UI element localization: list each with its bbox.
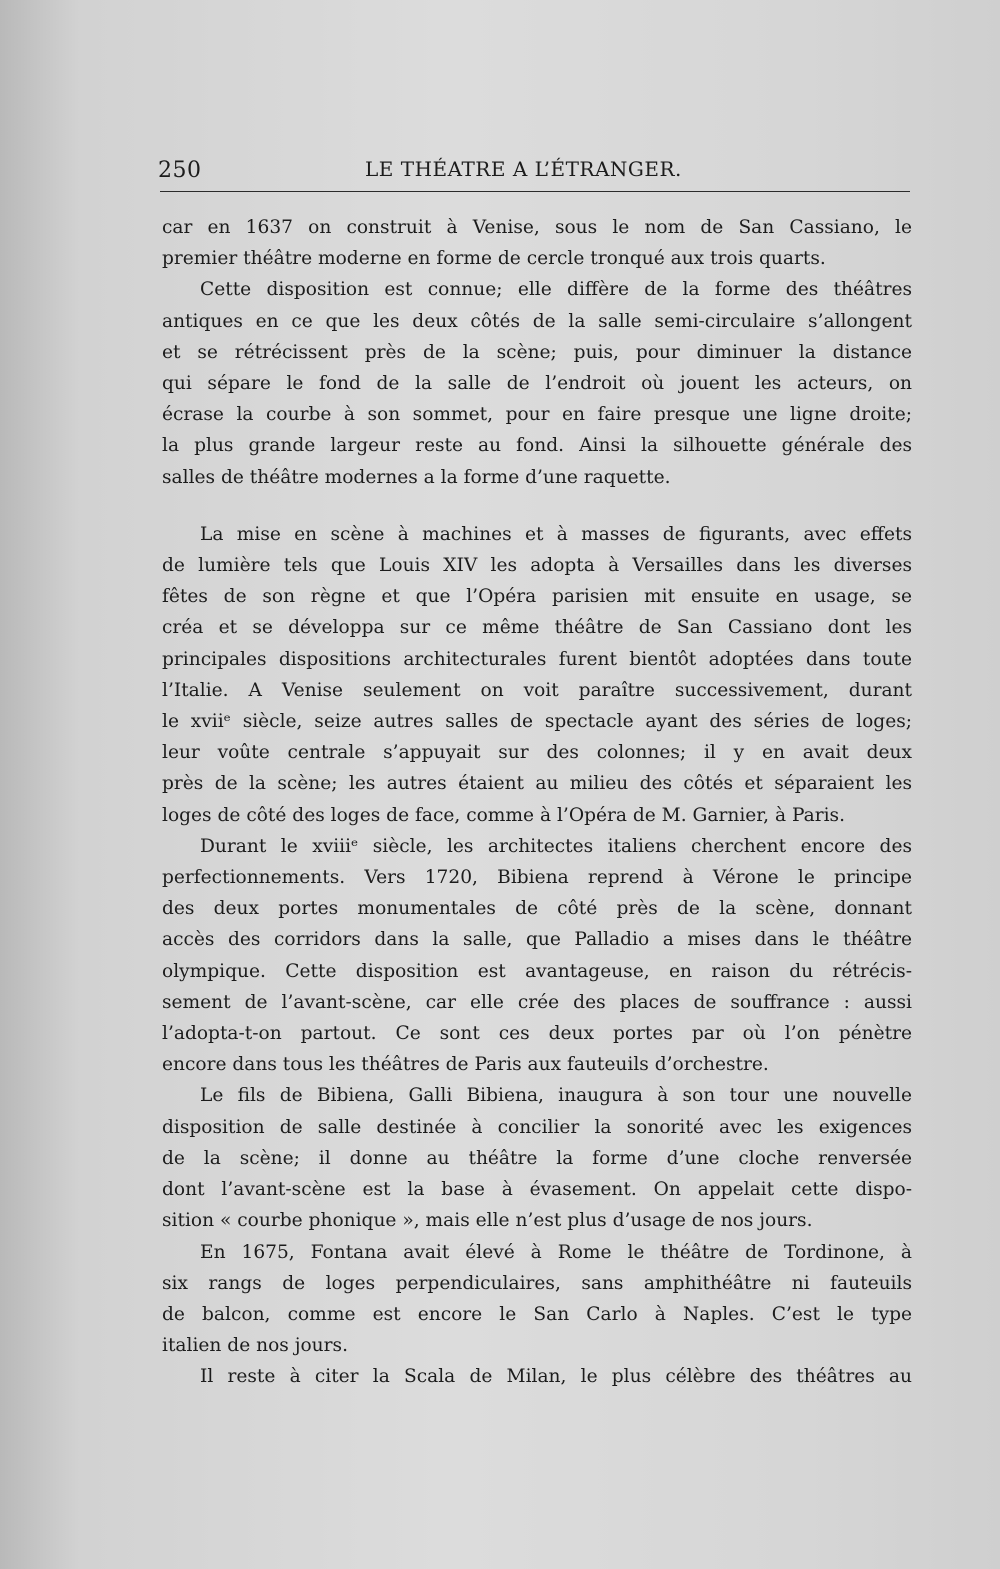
text-line: de balcon, comme est encore le San Carlo à Naples. C’est le type bbox=[162, 1303, 912, 1325]
text-line: sement de l’avant-scène, car elle crée des places de souffrance : aussi bbox=[162, 991, 912, 1013]
paragraph bbox=[162, 274, 912, 492]
text-line: écrase la courbe à son sommet, pour en faire presque une ligne droite; bbox=[162, 404, 912, 426]
paragraph bbox=[162, 1080, 912, 1236]
text-line: qui sépare le fond de la salle de l’endroit où jouent les acteurs, on bbox=[162, 373, 912, 395]
text-line: disposition de salle destinée à concilier la sonorité avec les exigences bbox=[162, 1116, 912, 1138]
text-line: dont l’avant-scène est la base à évasement. On appelait cette dispo- bbox=[162, 1179, 912, 1201]
text-line: des deux portes monumentales de côté près de la scène, donnant bbox=[162, 898, 912, 920]
running-title: LE THÉATRE A L’ÉTRANGER. bbox=[365, 157, 682, 181]
paragraph bbox=[162, 519, 912, 831]
header-rule bbox=[160, 191, 910, 192]
text-line: Durant le xviiiᵉ siècle, les architectes italiens cherchent encore des bbox=[200, 835, 912, 857]
page-number: 250 bbox=[158, 158, 202, 183]
paragraph bbox=[162, 212, 912, 274]
text-line: de lumière tels que Louis XIV les adopta à Versailles dans les diverses bbox=[162, 555, 912, 577]
text-line: de la scène; il donne au théâtre la forme d’une cloche renversée bbox=[162, 1147, 912, 1169]
paragraph bbox=[162, 831, 912, 1081]
text-line: principales dispositions architecturales furent bientôt adoptées dans toute bbox=[162, 648, 912, 670]
text-line: le xviiᵉ siècle, seize autres salles de spectacle ayant des séries de loges; bbox=[162, 711, 912, 733]
body-text bbox=[162, 212, 912, 1393]
text-line: Le fils de Bibiena, Galli Bibiena, inaugura à son tour une nouvelle bbox=[200, 1085, 912, 1107]
text-line: Cette disposition est connue; elle diffère de la forme des théâtres bbox=[200, 279, 912, 301]
text-line: créa et se développa sur ce même théâtre de San Cassiano dont les bbox=[162, 617, 912, 639]
text-line: l’adopta-t-on partout. Ce sont ces deux portes par où l’on pénètre bbox=[162, 1023, 912, 1045]
text-line: Il reste à citer la Scala de Milan, le plus célèbre des théâtres au bbox=[200, 1366, 912, 1388]
text-line: et se rétrécissent près de la scène; puis, pour diminuer la distance bbox=[162, 341, 912, 363]
paragraph-gap bbox=[162, 493, 912, 519]
page-header bbox=[150, 152, 910, 192]
text-line: leur voûte centrale s’appuyait sur des colonnes; il y en avait deux bbox=[162, 742, 912, 764]
text-line: encore dans tous les théâtres de Paris aux fauteuils d’orchestre. bbox=[162, 1054, 769, 1076]
text-line: accès des corridors dans la salle, que Palladio a mises dans le théâtre bbox=[162, 929, 912, 951]
text-line: En 1675, Fontana avait élevé à Rome le théâtre de Tordinone, à bbox=[200, 1241, 912, 1263]
text-line: italien de nos jours. bbox=[162, 1335, 349, 1357]
text-line: fêtes de son règne et que l’Opéra parisien mit ensuite en usage, se bbox=[162, 586, 912, 608]
text-line: car en 1637 on construit à Venise, sous le nom de San Cassiano, le bbox=[162, 217, 912, 238]
paragraph bbox=[162, 1237, 912, 1362]
text-line: l’Italie. A Venise seulement on voit paraître successivement, durant bbox=[162, 679, 912, 701]
text-line: salles de théâtre modernes a la forme d’une raquette. bbox=[162, 466, 671, 488]
text-line: sition « courbe phonique », mais elle n’est plus d’usage de nos jours. bbox=[162, 1210, 813, 1232]
text-line: La mise en scène à machines et à masses de figurants, avec effets bbox=[200, 523, 912, 545]
text-line: perfectionnements. Vers 1720, Bibiena reprend à Vérone le principe bbox=[162, 867, 912, 889]
text-line: loges de côté des loges de face, comme à l’Opéra de M. Garnier, à Paris. bbox=[162, 804, 846, 826]
text-line: six rangs de loges perpendiculaires, sans amphithéâtre ni fauteuils bbox=[162, 1272, 912, 1294]
text-line: la plus grande largeur reste au fond. Ainsi la silhouette générale des bbox=[162, 435, 912, 457]
paragraph bbox=[162, 1361, 912, 1392]
text-line: antiques en ce que les deux côtés de la salle semi-circulaire s’allongent bbox=[162, 310, 912, 332]
text-line: premier théâtre moderne en forme de cercle tronqué aux trois quarts. bbox=[162, 248, 826, 270]
text-line: près de la scène; les autres étaient au milieu des côtés et séparaient les bbox=[162, 773, 912, 795]
text-line: olympique. Cette disposition est avantageuse, en raison du rétrécis- bbox=[162, 960, 912, 982]
